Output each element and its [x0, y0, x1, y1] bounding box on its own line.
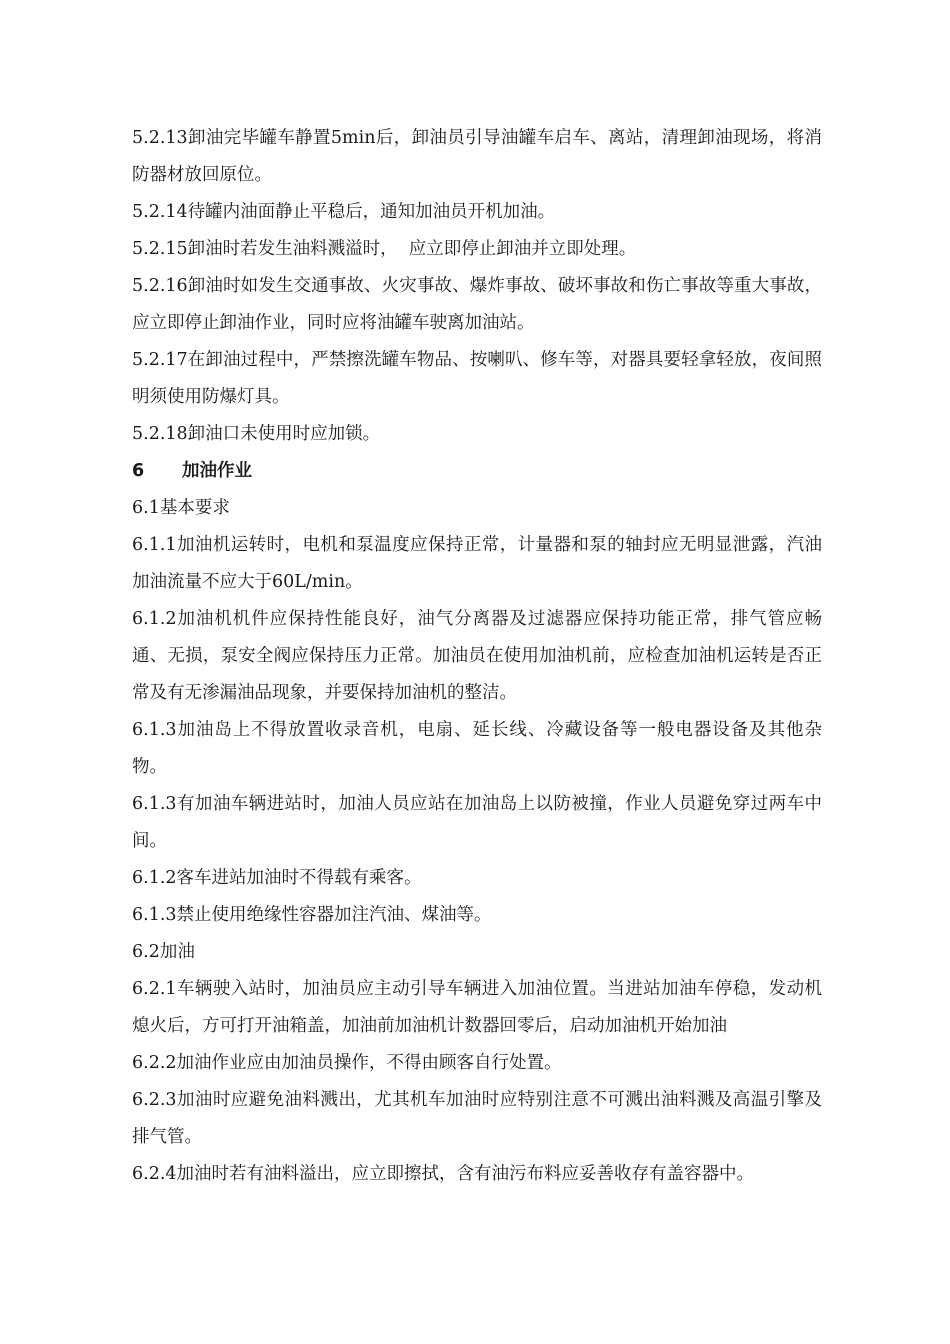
- paragraph-5-2-16: 5.2.16卸油时如发生交通事故、火灾事故、爆炸事故、破坏事故和伤亡事故等重大事故，应立即停止卸油作业，同时应将油罐车驶离加油站。: [132, 276, 822, 333]
- paragraph-5-2-13: 5.2.13卸油完毕罐车静置5min后，卸油员引导油罐车启车、离站，清理卸油现场，将消防器材放回原位。: [132, 128, 822, 185]
- paragraph-6-1-1: 6.1.1加油机运转时，电机和泵温度应保持正常，计量器和泵的轴封应无明显泄露，汽油加油流量不应大于60L/min。: [132, 535, 822, 592]
- paragraph-5-2-18: 5.2.18卸油口未使用时应加锁。: [132, 424, 381, 444]
- paragraph-6-2-4: 6.2.4加油时若有油料溢出，应立即擦拭，含有油污布料应妥善收存有盖容器中。: [132, 1164, 755, 1184]
- paragraph-6-1-2: 6.1.2加油机机件应保持性能良好，油气分离器及过滤器应保持功能正常，排气管应畅通、无损，泵安全阀应保持压力正常。加油员在使用加油机前，应检查加油机运转是否正常及有无渗漏油品现象，并要保持加油机的整洁。: [132, 609, 822, 703]
- section-heading-6: [132, 453, 822, 490]
- paragraph-6-1-3-a: 6.1.3加油岛上不得放置收录音机，电扇、延长线、冷藏设备等一般电器设备及其他杂物。: [132, 720, 822, 777]
- subsection-6-1-title: 6.1基本要求: [132, 498, 230, 518]
- document-body: [132, 120, 822, 1193]
- section-title: 加油作业: [182, 461, 252, 481]
- section-number: 6: [132, 461, 145, 481]
- paragraph-6-2-3: 6.2.3加油时应避免油料溅出，尤其机车加油时应特别注意不可溅出油料溅及高温引擎及排气管。: [132, 1090, 822, 1147]
- subsection-6-2-title: 6.2加油: [132, 942, 195, 962]
- paragraph-6-1-3-b: 6.1.3有加油车辆进站时，加油人员应站在加油岛上以防被撞，作业人员避免穿过两车中间。: [132, 794, 822, 851]
- paragraph-6-2-1: 6.2.1车辆驶入站时，加油员应主动引导车辆进入加油位置。当进站加油车停稳，发动机熄火后，方可打开油箱盖，加油前加油机计数器回零后，启动加油机开始加油: [132, 979, 822, 1036]
- paragraph-5-2-14: 5.2.14待罐内油面静止平稳后，通知加油员开机加油。: [132, 202, 556, 222]
- paragraph-6-2-2: 6.2.2加油作业应由加油员操作，不得由顾客自行处置。: [132, 1053, 562, 1073]
- paragraph-6-1-2-b: 6.1.2客车进站加油时不得载有乘客。: [132, 868, 422, 888]
- paragraph-5-2-15: 5.2.15卸油时若发生油料溅溢时， 应立即停止卸油并立即处理。: [132, 239, 637, 259]
- paragraph-6-1-3-c: 6.1.3禁止使用绝缘性容器加注汽油、煤油等。: [132, 905, 492, 925]
- paragraph-5-2-17: 5.2.17在卸油过程中，严禁擦洗罐车物品、按喇叭、修车等，对器具要轻拿轻放，夜间照明须使用防爆灯具。: [132, 350, 822, 407]
